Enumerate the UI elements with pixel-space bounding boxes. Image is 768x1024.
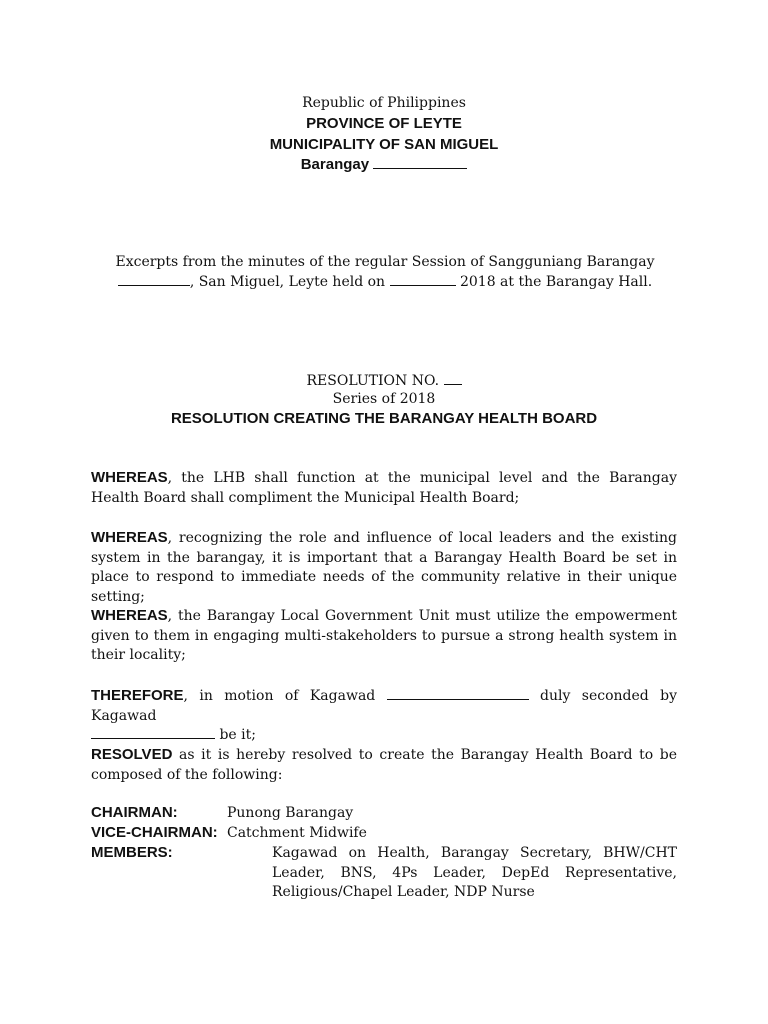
resolution-number [0, 372, 768, 389]
excerpt-line-2b: 2018 at the Barangay Hall. [459, 274, 653, 290]
whereas-keyword: WHEREAS [91, 469, 168, 486]
therefore-clause [91, 686, 677, 746]
excerpt-line-2a: , San Miguel, Leyte held on [189, 274, 386, 290]
therefore-keyword: THEREFORE [91, 687, 184, 704]
vice-chairman-row [91, 824, 367, 841]
barangay-name-blank [118, 273, 190, 286]
chairman-row [91, 804, 353, 821]
members-row [91, 844, 227, 861]
members-label: MEMBERS: [91, 844, 173, 861]
therefore-text-c: be it; [219, 727, 256, 743]
minutes-excerpt [90, 252, 680, 292]
resolution-series: Series of 2018 [332, 391, 436, 407]
session-date-blank [390, 273, 456, 286]
vice-chairman-label: VICE-CHAIRMAN: [91, 824, 218, 841]
whereas-keyword: WHEREAS [91, 607, 168, 624]
resolution-number-blank [444, 372, 462, 385]
barangay-line [0, 156, 768, 173]
whereas-text: , recognizing the role and influence of local leaders and the existing system in the barangay, it is important that a Barangay Health Board be set in place to respond to immediate needs of the community relative in their unique setting; [91, 530, 677, 605]
whereas-text: , the Barangay Local Government Unit must utilize the empowerment given to them in engaging multi-stakeholders to pursue a strong health system in their locality; [91, 608, 677, 663]
barangay-label: Barangay [300, 156, 370, 173]
mover-blank [387, 687, 529, 700]
vice-chairman-value: Catchment Midwife [227, 825, 367, 841]
excerpt-line-1: Excerpts from the minutes of the regular Session of Sangguniang Barangay [115, 254, 655, 270]
therefore-text-b: duly seconded by Kagawad [91, 688, 678, 724]
resolved-clause [91, 745, 677, 785]
barangay-blank [373, 156, 467, 169]
chairman-value: Punong Barangay [227, 805, 354, 821]
province-line: PROVINCE OF LEYTE [306, 115, 462, 132]
whereas-clause-2 [91, 528, 677, 607]
excerpt-line-2 [90, 272, 680, 292]
whereas-text: , the LHB shall function at the municipal level and the Barangay Health Board shall compliment the Municipal Health Board; [91, 470, 677, 506]
members-value: Kagawad on Health, Barangay Secretary, BHW/CHT Leader, BNS, 4Ps Leader, DepEd Representative, Religious/Chapel Leader, NDP Nurse [272, 845, 677, 900]
chairman-label: CHAIRMAN: [91, 804, 178, 821]
resolution-title: RESOLUTION CREATING THE BARANGAY HEALTH BOARD [170, 410, 598, 427]
whereas-keyword: WHEREAS [91, 529, 168, 546]
resolved-text: as it is hereby resolved to create the Barangay Health Board to be composed of the following: [91, 747, 677, 783]
seconder-blank [91, 726, 215, 739]
therefore-text-a: , in motion of Kagawad [183, 688, 376, 704]
republic-line: Republic of Philippines [302, 95, 466, 111]
municipality-line: MUNICIPALITY OF SAN MIGUEL [269, 136, 499, 153]
resolution-number-label: RESOLUTION NO. [306, 373, 440, 389]
whereas-clause-1 [91, 468, 677, 508]
whereas-clause-3 [91, 606, 677, 666]
resolved-keyword: RESOLVED [91, 746, 173, 763]
